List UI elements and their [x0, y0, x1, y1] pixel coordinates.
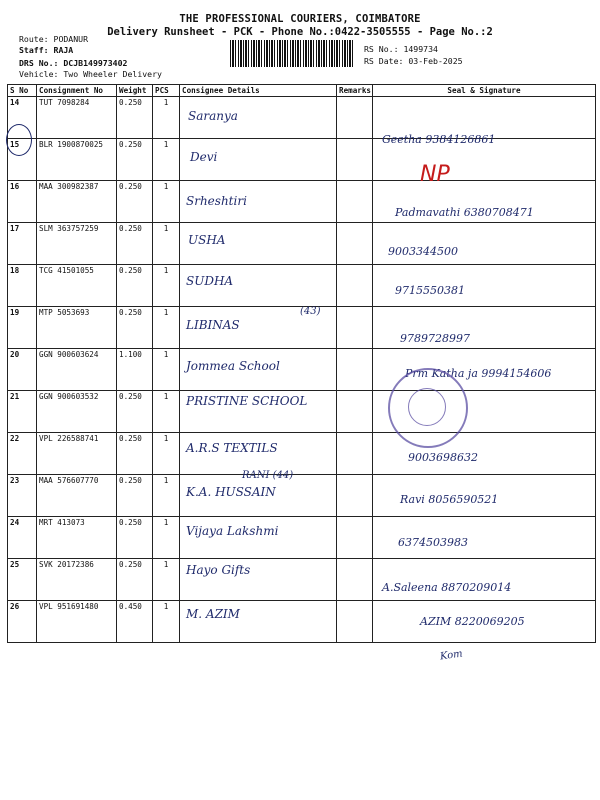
consignee-handwriting: M. AZIM — [186, 606, 240, 621]
signature-handwriting: AZIM 8220069205 — [420, 614, 525, 628]
consignment-cell: VPL 226588741 — [37, 433, 117, 475]
sno-cell: 26 — [8, 601, 37, 643]
rs-date-line: RS Date: 03-Feb-2025 — [364, 56, 463, 66]
consignee-handwriting: Devi — [190, 150, 218, 165]
rs-no-value: 1499734 — [403, 44, 438, 54]
consignee-handwriting: Vijaya Lakshmi — [186, 524, 279, 538]
signature-handwriting: Padmavathi 6380708471 — [395, 205, 534, 219]
weight-cell: 0.450 — [117, 601, 153, 643]
consignee-handwriting: A.R.S TEXTILS — [186, 441, 278, 456]
sno-cell: 17 — [8, 223, 37, 265]
signature-handwriting: 9003698632 — [408, 451, 478, 465]
weight-cell: 0.250 — [117, 223, 153, 265]
drs-value: DCJB149973402 — [63, 58, 128, 68]
row23-note: RANI (44) — [242, 470, 294, 481]
consignee-handwriting: Jommea School — [186, 358, 280, 373]
col-header: Seal & Signature — [373, 85, 596, 97]
weight-cell: 0.250 — [117, 307, 153, 349]
remarks-cell — [337, 307, 373, 349]
consignment-cell: MAA 576607770 — [37, 475, 117, 517]
sno-cell: 22 — [8, 433, 37, 475]
table-row — [8, 265, 596, 307]
table-row — [8, 517, 596, 559]
consignee-handwriting: Hayo Gifts — [186, 563, 251, 578]
consignee-handwriting: Saranya — [188, 109, 238, 123]
sno-cell: 24 — [8, 517, 37, 559]
sno-cell: 16 — [8, 181, 37, 223]
remarks-cell — [337, 391, 373, 433]
weight-cell: 0.250 — [117, 97, 153, 139]
rs-date-value: 03-Feb-2025 — [408, 56, 463, 66]
vehicle-line: Vehicle: Two Wheeler Delivery — [19, 69, 162, 79]
remarks-cell — [337, 139, 373, 181]
remarks-cell — [337, 265, 373, 307]
signature-cell — [373, 223, 596, 265]
pcs-cell: 1 — [153, 139, 180, 181]
sno-cell: 25 — [8, 559, 37, 601]
consignee-handwriting: SUDHA — [186, 274, 234, 289]
remarks-cell — [337, 601, 373, 643]
table-row — [8, 475, 596, 517]
staff-value: RAJA — [53, 45, 74, 55]
sno-cell: 20 — [8, 349, 37, 391]
table-row — [8, 433, 596, 475]
row15-circle-mark — [6, 124, 32, 156]
pcs-cell: 1 — [153, 391, 180, 433]
weight-cell: 0.250 — [117, 559, 153, 601]
signature-handwriting: 9003344500 — [388, 244, 458, 258]
pcs-cell: 1 — [153, 475, 180, 517]
col-header: Weight — [117, 85, 153, 97]
consignment-cell: MRT 413073 — [37, 517, 117, 559]
not-present-mark: NP — [420, 162, 450, 188]
weight-cell: 0.250 — [117, 517, 153, 559]
sno-cell: 23 — [8, 475, 37, 517]
consignment-cell: SVK 20172386 — [37, 559, 117, 601]
consignee-handwriting: USHA — [188, 232, 226, 247]
route-value: PODANUR — [53, 34, 89, 44]
runsheet-title: THE PROFESSIONAL COURIERS, COIMBATORE — [179, 13, 421, 25]
remarks-cell — [337, 223, 373, 265]
consignment-cell: MTP 5053693 — [37, 307, 117, 349]
runsheet-table — [7, 84, 596, 643]
sno-cell: 14 — [8, 97, 37, 139]
remarks-cell — [337, 181, 373, 223]
consignment-cell: GGN 900603624 — [37, 349, 117, 391]
sno-cell: 15 — [8, 139, 37, 181]
weight-cell: 0.250 — [117, 475, 153, 517]
weight-cell: 1.100 — [117, 349, 153, 391]
sno-cell: 18 — [8, 265, 37, 307]
signature-handwriting: Prm Katha ja 9994154606 — [405, 366, 552, 380]
remarks-cell — [337, 349, 373, 391]
signature-handwriting: Ravi 8056590521 — [400, 492, 499, 506]
weight-cell: 0.250 — [117, 433, 153, 475]
signature-handwriting: A.Saleena 8870209014 — [382, 581, 512, 595]
signature-handwriting: Geetha 9384126861 — [382, 133, 496, 146]
row19-note: (43) — [300, 306, 321, 317]
remarks-cell — [337, 559, 373, 601]
drs-line: DRS No.: DCJB149973402 — [19, 58, 128, 68]
col-header: Consignment No — [37, 85, 117, 97]
remarks-cell — [337, 433, 373, 475]
runsheet-subtitle: Delivery Runsheet - PCK - Phone No.:0422-3505555 - Page No.:2 — [107, 26, 493, 38]
pcs-cell: 1 — [153, 433, 180, 475]
footer-initials: Kom — [439, 648, 464, 663]
staff-line: Staff: RAJA — [19, 45, 74, 55]
consignee-handwriting: PRISTINE SCHOOL — [186, 394, 308, 409]
signature-handwriting: 6374503983 — [398, 536, 468, 549]
remarks-cell — [337, 475, 373, 517]
table-row — [8, 139, 596, 181]
pcs-cell: 1 — [153, 559, 180, 601]
consignee-handwriting: K.A. HUSSAIN — [186, 484, 276, 499]
consignment-cell: MAA 300982387 — [37, 181, 117, 223]
weight-cell: 0.250 — [117, 265, 153, 307]
pcs-cell: 1 — [153, 601, 180, 643]
vehicle-value: Two Wheeler Delivery — [63, 69, 162, 79]
table-row — [8, 97, 596, 139]
col-header: Remarks — [337, 85, 373, 97]
rs-no-line: RS No.: 1499734 — [364, 44, 438, 54]
weight-cell: 0.250 — [117, 139, 153, 181]
school-seal-stamp — [388, 368, 468, 448]
consignee-handwriting: LIBINAS — [186, 317, 240, 332]
consignment-cell: SLM 363757259 — [37, 223, 117, 265]
consignment-cell: TCG 41501055 — [37, 265, 117, 307]
weight-cell: 0.250 — [117, 181, 153, 223]
col-header: Consignee Details — [180, 85, 337, 97]
remarks-cell — [337, 517, 373, 559]
sno-cell: 21 — [8, 391, 37, 433]
pcs-cell: 1 — [153, 349, 180, 391]
pcs-cell: 1 — [153, 265, 180, 307]
signature-handwriting: 9789728997 — [400, 331, 470, 345]
signature-handwriting: 9715550381 — [395, 284, 465, 298]
remarks-cell — [337, 97, 373, 139]
col-header: S No — [8, 85, 37, 97]
route-line: Route: PODANUR — [19, 34, 89, 44]
barcode-image — [230, 40, 355, 67]
consignment-cell: VPL 951691480 — [37, 601, 117, 643]
consignment-cell: TUT 7098284 — [37, 97, 117, 139]
pcs-cell: 1 — [153, 97, 180, 139]
pcs-cell: 1 — [153, 307, 180, 349]
sno-cell: 19 — [8, 307, 37, 349]
weight-cell: 0.250 — [117, 391, 153, 433]
table-header-row — [8, 85, 596, 97]
consignee-handwriting: Srheshtiri — [186, 193, 247, 208]
consignment-cell: BLR 1900870025 — [37, 139, 117, 181]
pcs-cell: 1 — [153, 181, 180, 223]
consignment-cell: GGN 900603532 — [37, 391, 117, 433]
pcs-cell: 1 — [153, 517, 180, 559]
pcs-cell: 1 — [153, 223, 180, 265]
table-row — [8, 223, 596, 265]
col-header: PCS — [153, 85, 180, 97]
